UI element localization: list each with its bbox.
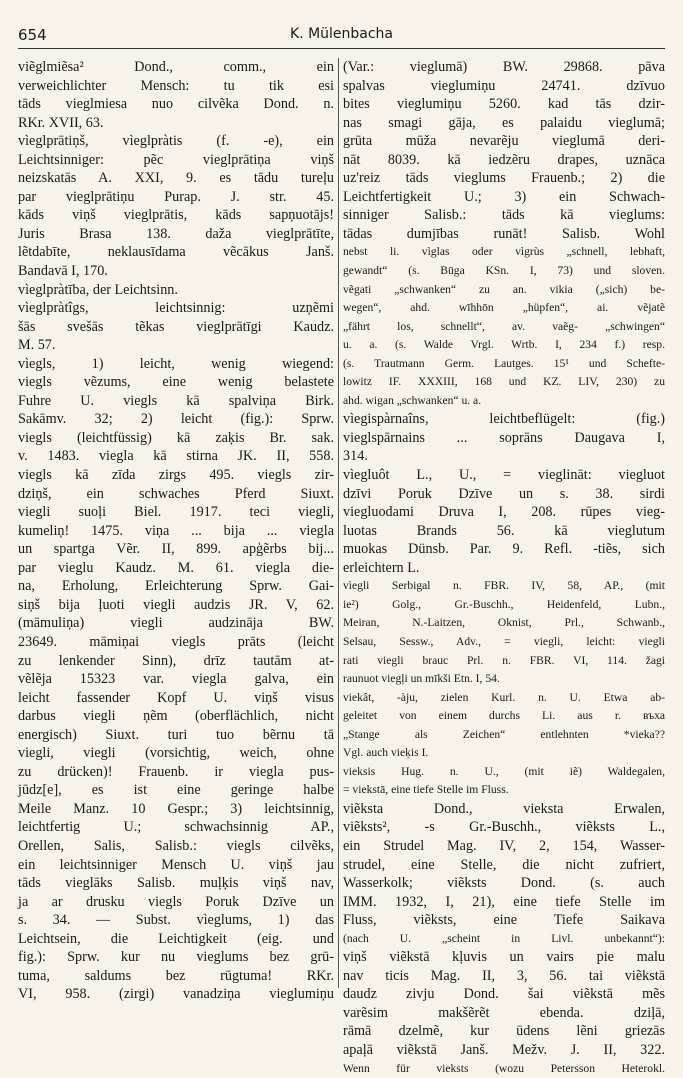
right-column-line: gewandt“ (s. Būga KSn. I, 73) und sloven. — [343, 264, 665, 278]
left-column-line: vẽlẽja 15323 var. viegla galva, ein — [18, 671, 334, 688]
left-column-line: leicht fassender Kopf U. viņš visus — [18, 689, 334, 706]
right-column-line: vieksis Hug. n. U., (mit iẽ) Waldegalen, — [343, 764, 665, 778]
left-column-line: v. 1483. viegla kā stirna JK. II, 558. — [18, 448, 334, 465]
right-column-line: (s. Trautmann Germ. Lautges. 15¹ und Schefte- — [343, 356, 665, 370]
left-column-line: un spartga Vẽr. II, 899. apģẽrbs bij... — [18, 541, 334, 558]
left-column-line: viegls vẽzums, eine wenig belastete — [18, 374, 334, 391]
left-column-line: M. 57. — [18, 337, 56, 354]
right-column-line: vẽgati „schwanken“ zu an. vikia („sich) be- — [343, 282, 665, 296]
left-column-line: Bandavā I, 170. — [18, 263, 108, 280]
right-column-line: (Var.: vieglumā) BW. 29868. pāva — [343, 59, 665, 75]
right-column-line: tādas dumjības runāt! Salisb. Wohl — [343, 225, 665, 242]
left-column — [18, 58, 334, 1003]
right-column-line: IMM. 1932, I, 21), eine tiefe Stelle im — [343, 893, 665, 910]
left-column-line: s. 34. — Subst. vìeglums, 1) das — [18, 912, 334, 929]
left-column-line: energisch) Siuxt. turi tuo bẽrnu tā — [18, 726, 334, 743]
right-column-line: viẽksta Dond., vieksta Erwalen, — [343, 800, 665, 817]
right-column-line: nav ticis Mag. II, 3, 56. tai viẽkstā — [343, 967, 665, 984]
right-column-line: „fährt los, schnellt“, av. vaẽg- „schwingen“ — [343, 319, 665, 333]
right-column-line: ie²) Golg., Gr.-Buschh., Heidenfeld, Lubn., — [343, 597, 665, 611]
left-column-line: ja ar drusku viegls Poruk Dzīve un — [18, 893, 334, 910]
right-column-line: Selsau, Sessw., Adv., = viegli, leicht: viegli — [343, 634, 665, 648]
page-number: 654 — [18, 26, 47, 44]
right-column-line: ein Strudel Mag. IV, 2, 154, Wasser- — [343, 837, 665, 854]
right-column-line: ahd. wigan „schwanken“ u. a. — [343, 393, 482, 407]
right-column-line: apaļā viẽkstā Janš. Mežv. J. II, 322. — [343, 1041, 665, 1058]
left-column-line: vìeglpràtîgs, leichtsinnig: uzņẽmi — [18, 300, 334, 317]
right-column-line: erleichtern L. — [343, 559, 420, 576]
right-column-line: nāt 8039. kā iedzẽru drapes, uznāca — [343, 151, 665, 168]
right-column-line: uz'reiz tāds vieglums Frauenb.; 2) die — [343, 170, 665, 187]
left-column-line: viegli suoļi Biel. 1917. teci viegli, — [18, 504, 334, 521]
right-column-line: lowitz IF. XXXIII, 168 und KZ. LIV, 230) zu — [343, 375, 665, 389]
right-column-line: raunuot viegļi un mīkši Etn. I, 54. — [343, 672, 500, 686]
right-column-line: Vgl. auch vieķis I. — [343, 746, 429, 760]
right-column-line: strudel, eine Stelle, die nicht zufriert, — [343, 856, 665, 873]
right-column-line: rati viegli brauc Prl. n. FBR. VI, 114. žagi — [343, 653, 665, 667]
left-column-line: lẽtdabīte, neklausīdama vẽcākus Janš. — [18, 244, 334, 261]
left-column-line: vìeglprātiņš, vìeglpràtis (f. -e), ein — [18, 133, 334, 150]
right-column-line: viegluodami Druva I, 208. rūpes vieg- — [343, 504, 665, 521]
left-column-line: vìegls, 1) leicht, wenig wiegend: — [18, 355, 334, 372]
left-column-line: viegli, viegli (vorsichtig, weich, ohne — [18, 745, 334, 762]
left-column-line: tuma, saldums bez rūgtuma! RKr. — [18, 967, 334, 984]
right-column-line: u. a. (s. Walde Vrgl. Wrtb. I, 234 f.) resp. — [343, 338, 665, 352]
left-column-line: tāds vieglāks Salisb. muļķis viņš nav, — [18, 875, 334, 892]
left-column-line: kāds viņš vieglprātis, kāds sapņuotājs! — [18, 207, 334, 224]
right-column-line: vìegluôt L., U., = vieglināt: viegluot — [343, 467, 665, 484]
left-column-line: Leichtsein, die Leichtigkeit (eig. und — [18, 930, 334, 947]
right-column-line: Leichtfertigkeit U.; 3) ein Schwach- — [343, 188, 665, 205]
left-column-line: vìeglpràtība, der Leichtsinn. — [18, 281, 178, 298]
right-column-line: 314. — [343, 448, 368, 465]
running-title: K. Mülenbacha — [289, 26, 394, 42]
right-column-line: nas smagi gāja, es palaidu vieglumā; — [343, 114, 665, 131]
left-column-line: šās svešās tẽkas vieglprātīgi Kaudz. — [18, 318, 334, 335]
right-column-line: Wasserkolk; viẽksts Dond. (s. auch — [343, 875, 665, 892]
left-column-line: 23649. māmiņai viegls prāts (leicht — [18, 633, 334, 650]
column-divider — [338, 58, 339, 988]
right-column-line: (nach U. „scheint in Livl. unbekannt“): — [343, 931, 665, 945]
right-column-line: vieglspārnains ... soprāns Daugava I, — [343, 429, 665, 446]
left-column-line: leichtfertig U.; schwachsinnig AP., — [18, 819, 334, 836]
right-column-line: daudz zivju Dond. šai viẽkstā mẽs — [343, 986, 665, 1003]
left-column-line: RKr. XVII, 63. — [18, 114, 104, 131]
right-column-line: spalvas vieglumiņu 24741. dzīvuo — [343, 77, 665, 94]
left-column-line: jūdz[e], es ist eine geringe halbe — [18, 782, 334, 799]
right-column — [343, 58, 665, 1075]
left-column-line: zu lenkender Sinn), drīz tautām at- — [18, 652, 334, 669]
page-header — [18, 26, 665, 49]
right-column-line: wegen“, ahd. wīhhōn „hüpfen“, ai. vẽjatẽ — [343, 301, 665, 315]
left-column-line: na, Erholung, Erleichterung Sprw. Gai- — [18, 578, 334, 595]
right-column-line: dzīvi Poruk Dzīve un s. 38. sirdi — [343, 485, 665, 502]
right-column-line: bites vieglumiņu 5260. kad tās dzir- — [343, 96, 665, 113]
left-column-line: verweichlichter Mensch: tu tik esi — [18, 77, 334, 94]
right-column-line: Fluss, viẽksts, eine Tiefe Saikava — [343, 912, 665, 929]
right-column-line: sinniger Salisb.: tāds kā vieglums: — [343, 207, 665, 224]
left-column-line: VI, 958. (zirgi) vanadziņa vieglumiņu — [18, 986, 334, 1003]
left-column-line: kumeliņ! 1475. viņa ... bija ... viegla — [18, 522, 334, 539]
left-column-line: fig.): Sprw. kur nu vieglums bez grū- — [18, 949, 334, 966]
left-column-line: tāds vieglmiesa nuo cilvẽka Dond. n. — [18, 96, 334, 113]
right-column-line: varẽsim makšẽrẽt ebenda. dziļā, — [343, 1004, 665, 1021]
left-column-line: Fuhre U. viegls kā spalviņa Birk. — [18, 392, 334, 409]
right-column-line: „Stange als Zeichen“ entlehnten *vieka?? — [343, 727, 665, 741]
left-column-line: siņš bija ļuoti viegli audzis JR. V, 62. — [18, 596, 334, 613]
left-column-line: par vieglprātiņu Purap. J. str. 45. — [18, 188, 334, 205]
left-column-line: par vieglu Kaudz. M. 61. viegla die- — [18, 559, 334, 576]
left-column-line: Juris Brasa 138. daža vieglprātīte, — [18, 225, 334, 242]
right-column-line: Meiran, N.-Laitzen, Oknist, Prl., Schwanb., — [343, 616, 665, 630]
right-column-line: muokas Dünsb. Par. 9. Refl. -tiẽs, sich — [343, 541, 665, 558]
right-column-line: = viekstā, eine tiefe Stelle im Fluss. — [343, 783, 509, 797]
left-column-line: viẽglmiẽsa² Dond., comm., ein — [18, 59, 334, 75]
right-column-line: nebst li. vìglas oder vìgrùs „schnell, lebhaft, — [343, 245, 665, 259]
right-column-line: viẽksts², -s Gr.-Buschh., viẽksts L., — [343, 819, 665, 836]
left-column-line: Leichtsinniger: pẽc vieglprātiņa viņš — [18, 151, 334, 168]
right-column-line: grūta mūža nevarẽju vieglumā deri- — [343, 133, 665, 150]
left-column-line: ein leichtsinniger Mensch U. viņš jau — [18, 856, 334, 873]
right-column-line: geleitet von einem durchs Li. aus r. въха — [343, 709, 665, 723]
left-column-line: (māmuliņa) viegli audzināja BW. — [18, 615, 334, 632]
right-column-line: vìegispàrnaîns, leichtbeflügelt: (fig.) — [343, 411, 665, 428]
left-column-line: neizskatās A. XXI, 9. es tādu tureļu — [18, 170, 334, 187]
right-column-line: Wenn für vieksts (wozu Petersson Heterokl. — [343, 1061, 665, 1075]
left-column-line: viegls kā zīda zirgs 495. viegls zir- — [18, 467, 334, 484]
right-column-line: rāmā dzelmẽ, kur ūdens lẽni griezās — [343, 1023, 665, 1040]
left-column-line: Meile Manz. 10 Gespr.; 3) leichtsinnig, — [18, 800, 334, 817]
left-column-line: Orellen, Salis, Salisb.: viegls cilvẽks, — [18, 837, 334, 854]
left-column-line: darbus viegli ņẽm (oberflächlich, nicht — [18, 708, 334, 725]
left-column-line: zu drücken)! Frauenb. ir viegla pus- — [18, 763, 334, 780]
left-column-line: dziņš, ein schwaches Pferd Siuxt. — [18, 485, 334, 502]
right-column-line: viekât, -àju, zielen Kurl. n. U. Etwa ab- — [343, 690, 665, 704]
right-column-line: luotas Brands 56. kā vieglutum — [343, 522, 665, 539]
left-column-line: viegls (leichtfüssig) kā zaķis Br. sak. — [18, 429, 334, 446]
right-column-line: vìegli Serbigal n. FBR. IV, 58, AP., (mit — [343, 579, 665, 593]
left-column-line: Sakāmv. 32; 2) leicht (fig.): Sprw. — [18, 411, 334, 428]
right-column-line: viņš viẽkstā kļuvis un vairs pie malu — [343, 949, 665, 966]
